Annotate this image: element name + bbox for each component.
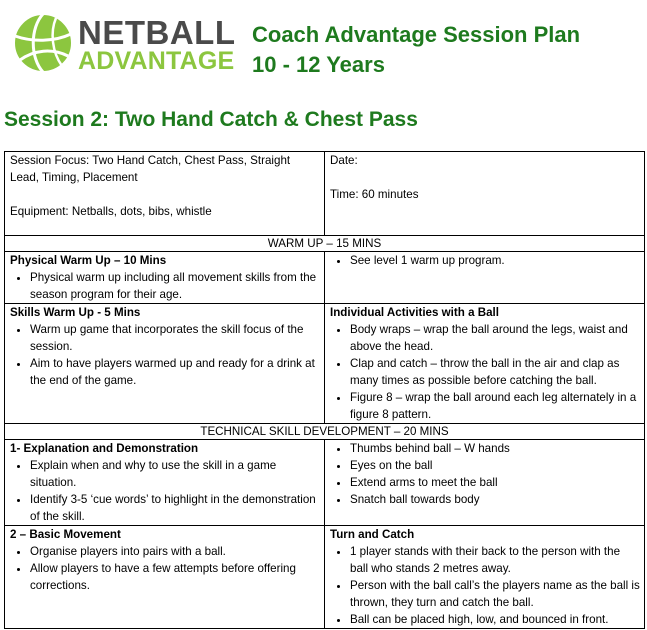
list-item: • Body wraps – wrap the ball around the legs, waist and above the head. xyxy=(350,321,640,355)
physical-warmup-notes xyxy=(330,252,640,269)
session-title: Session 2: Two Hand Catch & Chest Pass xyxy=(4,108,418,131)
turn-and-catch-list xyxy=(330,543,640,628)
list-item: • Identify 3-5 ‘cue words’ to highlight in the demonstration of the skill. xyxy=(30,491,320,525)
explanation-cell xyxy=(5,440,325,526)
session-focus: Session Focus: Two Hand Catch, Chest Pass, Straight Lead, Timing, Placement xyxy=(10,154,291,184)
technical-header: TECHNICAL SKILL DEVELOPMENT – 20 MINS xyxy=(5,424,645,440)
list-item: • Eyes on the ball xyxy=(350,457,640,474)
individual-activities-cell xyxy=(325,304,645,424)
list-item: • Ball can be placed high, low, and bounced in front. xyxy=(350,611,640,628)
list-item: • See level 1 warm up program. xyxy=(350,252,640,269)
plan-title-line1: Coach Advantage Session Plan xyxy=(252,22,581,47)
explanation-list xyxy=(10,457,320,525)
explanation-title: 1- Explanation and Demonstration xyxy=(10,442,199,455)
plan-title-line2: 10 - 12 Years xyxy=(252,52,385,77)
list-item: • Organise players into pairs with a ball. xyxy=(30,543,320,560)
focus-cell xyxy=(5,152,325,236)
basic-movement-list xyxy=(10,543,320,594)
logo-wordmark-advantage: ADVANTAGE xyxy=(78,47,235,75)
skills-warmup-row xyxy=(5,304,645,424)
turn-and-catch-cell xyxy=(325,526,645,629)
header xyxy=(12,10,642,80)
list-item: • Allow players to have a few attempts before offering corrections. xyxy=(30,560,320,594)
netball-logo-icon xyxy=(12,12,74,74)
equipment: Equipment: Netballs, dots, bibs, whistle xyxy=(10,205,212,218)
turn-and-catch-title: Turn and Catch xyxy=(330,528,415,541)
list-item: • 1 player stands with their back to the person with the ball who stands 2 metres away. xyxy=(350,543,640,577)
technical-header-row xyxy=(5,424,645,440)
list-item: • Aim to have players warmed up and ready for a drink at the end of the game. xyxy=(30,355,320,389)
explanation-row xyxy=(5,440,645,526)
date-time-cell xyxy=(325,152,645,236)
cue-words-cell xyxy=(325,440,645,526)
session-plan-table xyxy=(4,151,645,629)
basic-movement-title: 2 – Basic Movement xyxy=(10,528,121,541)
skills-warmup-cell xyxy=(5,304,325,424)
logo-wordmark-netball: NETBALL xyxy=(78,14,236,51)
time: Time: 60 minutes xyxy=(330,188,419,201)
list-item: • Clap and catch – throw the ball in the air and clap as many times as possible before catching the ball. xyxy=(350,355,640,389)
list-item: • Person with the ball call’s the players name as the ball is thrown, they turn and catch the ball. xyxy=(350,577,640,611)
warmup-header-row xyxy=(5,236,645,252)
skills-warmup-title: Skills Warm Up - 5 Mins xyxy=(10,306,141,319)
list-item: • Extend arms to meet the ball xyxy=(350,474,640,491)
physical-warmup-cell xyxy=(5,252,325,304)
basic-movement-cell xyxy=(5,526,325,629)
physical-warmup-list xyxy=(10,269,320,303)
individual-activities-list xyxy=(330,321,640,423)
physical-warmup-notes-cell xyxy=(325,252,645,304)
list-item: • Snatch ball towards body xyxy=(350,491,640,508)
basic-movement-row xyxy=(5,526,645,629)
individual-activities-title: Individual Activities with a Ball xyxy=(330,306,500,319)
cue-words-list xyxy=(330,440,640,508)
list-item: • Physical warm up including all movement skills from the season program for their age. xyxy=(30,269,320,303)
plan-title xyxy=(252,20,580,80)
list-item: • Explain when and why to use the skill in a game situation. xyxy=(30,457,320,491)
info-row xyxy=(5,152,645,236)
list-item: • Thumbs behind ball – W hands xyxy=(350,440,640,457)
date-label: Date: xyxy=(330,154,358,167)
list-item: • Warm up game that incorporates the skill focus of the session. xyxy=(30,321,320,355)
skills-warmup-list xyxy=(10,321,320,389)
physical-warmup-title: Physical Warm Up – 10 Mins xyxy=(10,254,167,267)
list-item: • Figure 8 – wrap the ball around each leg alternately in a figure 8 pattern. xyxy=(350,389,640,423)
warmup-header: WARM UP – 15 MINS xyxy=(5,236,645,252)
physical-warmup-row xyxy=(5,252,645,304)
